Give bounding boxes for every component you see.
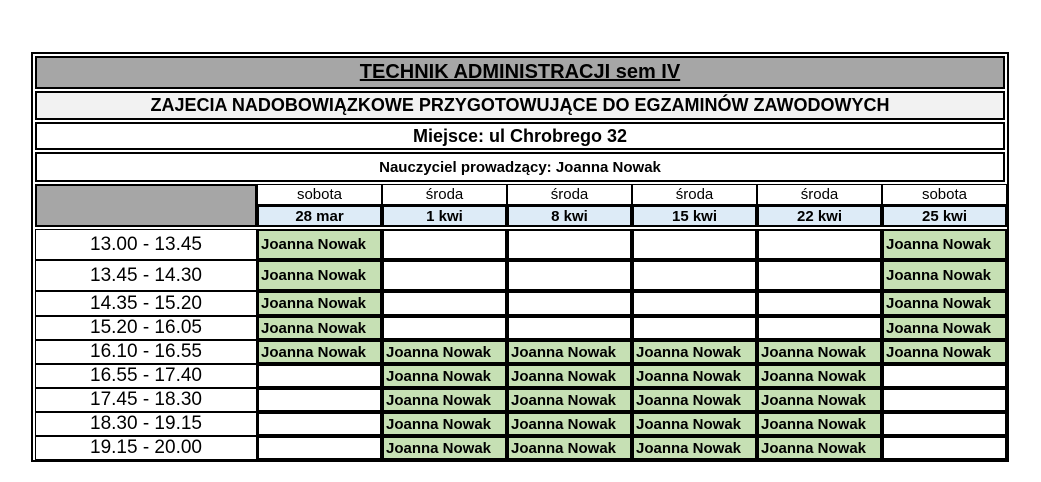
lesson-cell: Joanna Nowak: [757, 340, 882, 364]
lesson-cell: Joanna Nowak: [757, 364, 882, 388]
teacher-text: Nauczyciel prowadzący: Joanna Nowak: [379, 158, 661, 176]
date-header: 1 kwi: [382, 205, 507, 227]
empty-cell: [257, 364, 382, 388]
teacher-bar: [35, 152, 1005, 182]
empty-cell: [382, 291, 507, 316]
lesson-cell: Joanna Nowak: [257, 316, 382, 340]
lesson-cell: Joanna Nowak: [882, 229, 1007, 260]
lesson-cell: Joanna Nowak: [257, 229, 382, 260]
lesson-cell: Joanna Nowak: [632, 388, 757, 412]
date-header: 28 mar: [257, 205, 382, 227]
lesson-cell: Joanna Nowak: [632, 412, 757, 436]
location-bar: [35, 122, 1005, 150]
empty-cell: [382, 316, 507, 340]
empty-cell: [757, 260, 882, 291]
empty-cell: [507, 316, 632, 340]
empty-cell: [757, 291, 882, 316]
lesson-cell: Joanna Nowak: [507, 412, 632, 436]
empty-cell: [632, 260, 757, 291]
empty-cell: [882, 388, 1007, 412]
empty-cell: [882, 412, 1007, 436]
date-header: 22 kwi: [757, 205, 882, 227]
empty-cell: [257, 388, 382, 412]
lesson-cell: Joanna Nowak: [882, 291, 1007, 316]
lesson-cell: Joanna Nowak: [632, 340, 757, 364]
day-header: środa: [757, 184, 882, 205]
lesson-cell: Joanna Nowak: [632, 364, 757, 388]
lesson-cell: Joanna Nowak: [382, 388, 507, 412]
lesson-cell: Joanna Nowak: [757, 412, 882, 436]
lesson-cell: Joanna Nowak: [507, 364, 632, 388]
location-text: Miejsce: ul Chrobrego 32: [412, 125, 628, 146]
day-header: sobota: [882, 184, 1007, 205]
empty-cell: [507, 229, 632, 260]
lesson-cell: Joanna Nowak: [757, 436, 882, 460]
lesson-cell: Joanna Nowak: [382, 412, 507, 436]
lesson-cell: Joanna Nowak: [757, 388, 882, 412]
lesson-cell: Joanna Nowak: [257, 260, 382, 291]
empty-cell: [757, 316, 882, 340]
lesson-cell: Joanna Nowak: [507, 436, 632, 460]
lesson-cell: Joanna Nowak: [382, 340, 507, 364]
page-subtitle: ZAJECIA NADOBOWIĄZKOWE PRZYGOTOWUJĄCE DO EGZAMINÓW ZAWODOWYCH: [150, 95, 890, 115]
lesson-cell: Joanna Nowak: [882, 260, 1007, 291]
time-slot-label: 13.00 - 13.45: [35, 229, 257, 260]
empty-cell: [632, 316, 757, 340]
empty-cell: [507, 260, 632, 291]
lesson-cell: Joanna Nowak: [882, 340, 1007, 364]
empty-cell: [382, 260, 507, 291]
empty-cell: [882, 364, 1007, 388]
empty-cell: [632, 229, 757, 260]
lesson-cell: Joanna Nowak: [257, 291, 382, 316]
date-header: 8 kwi: [507, 205, 632, 227]
title-bar: [35, 56, 1005, 89]
time-slot-label: 14.35 - 15.20: [35, 291, 257, 316]
schedule-sheet: [31, 52, 1009, 462]
subtitle-bar: [35, 91, 1005, 120]
page-title: TECHNIK ADMINISTRACJI sem IV: [359, 61, 681, 83]
time-slot-label: 15.20 - 16.05: [35, 316, 257, 340]
empty-cell: [382, 229, 507, 260]
day-header: środa: [632, 184, 757, 205]
time-slot-label: 16.10 - 16.55: [35, 340, 257, 364]
day-header: sobota: [257, 184, 382, 205]
lesson-cell: Joanna Nowak: [507, 340, 632, 364]
lesson-cell: Joanna Nowak: [382, 436, 507, 460]
empty-cell: [257, 412, 382, 436]
empty-cell: [257, 436, 382, 460]
time-slot-label: 17.45 - 18.30: [35, 388, 257, 412]
lesson-cell: Joanna Nowak: [882, 316, 1007, 340]
day-header: środa: [382, 184, 507, 205]
time-slot-label: 16.55 - 17.40: [35, 364, 257, 388]
empty-cell: [632, 291, 757, 316]
time-slot-label: 13.45 - 14.30: [35, 260, 257, 291]
lesson-cell: Joanna Nowak: [382, 364, 507, 388]
lesson-cell: Joanna Nowak: [632, 436, 757, 460]
lesson-cell: Joanna Nowak: [257, 340, 382, 364]
empty-cell: [882, 436, 1007, 460]
empty-cell: [507, 291, 632, 316]
date-header: 25 kwi: [882, 205, 1007, 227]
date-header: 15 kwi: [632, 205, 757, 227]
time-slot-label: 18.30 - 19.15: [35, 412, 257, 436]
time-slot-label: 19.15 - 20.00: [35, 436, 257, 460]
empty-cell: [757, 229, 882, 260]
header-corner-cell: [35, 184, 257, 227]
day-header: środa: [507, 184, 632, 205]
lesson-cell: Joanna Nowak: [507, 388, 632, 412]
